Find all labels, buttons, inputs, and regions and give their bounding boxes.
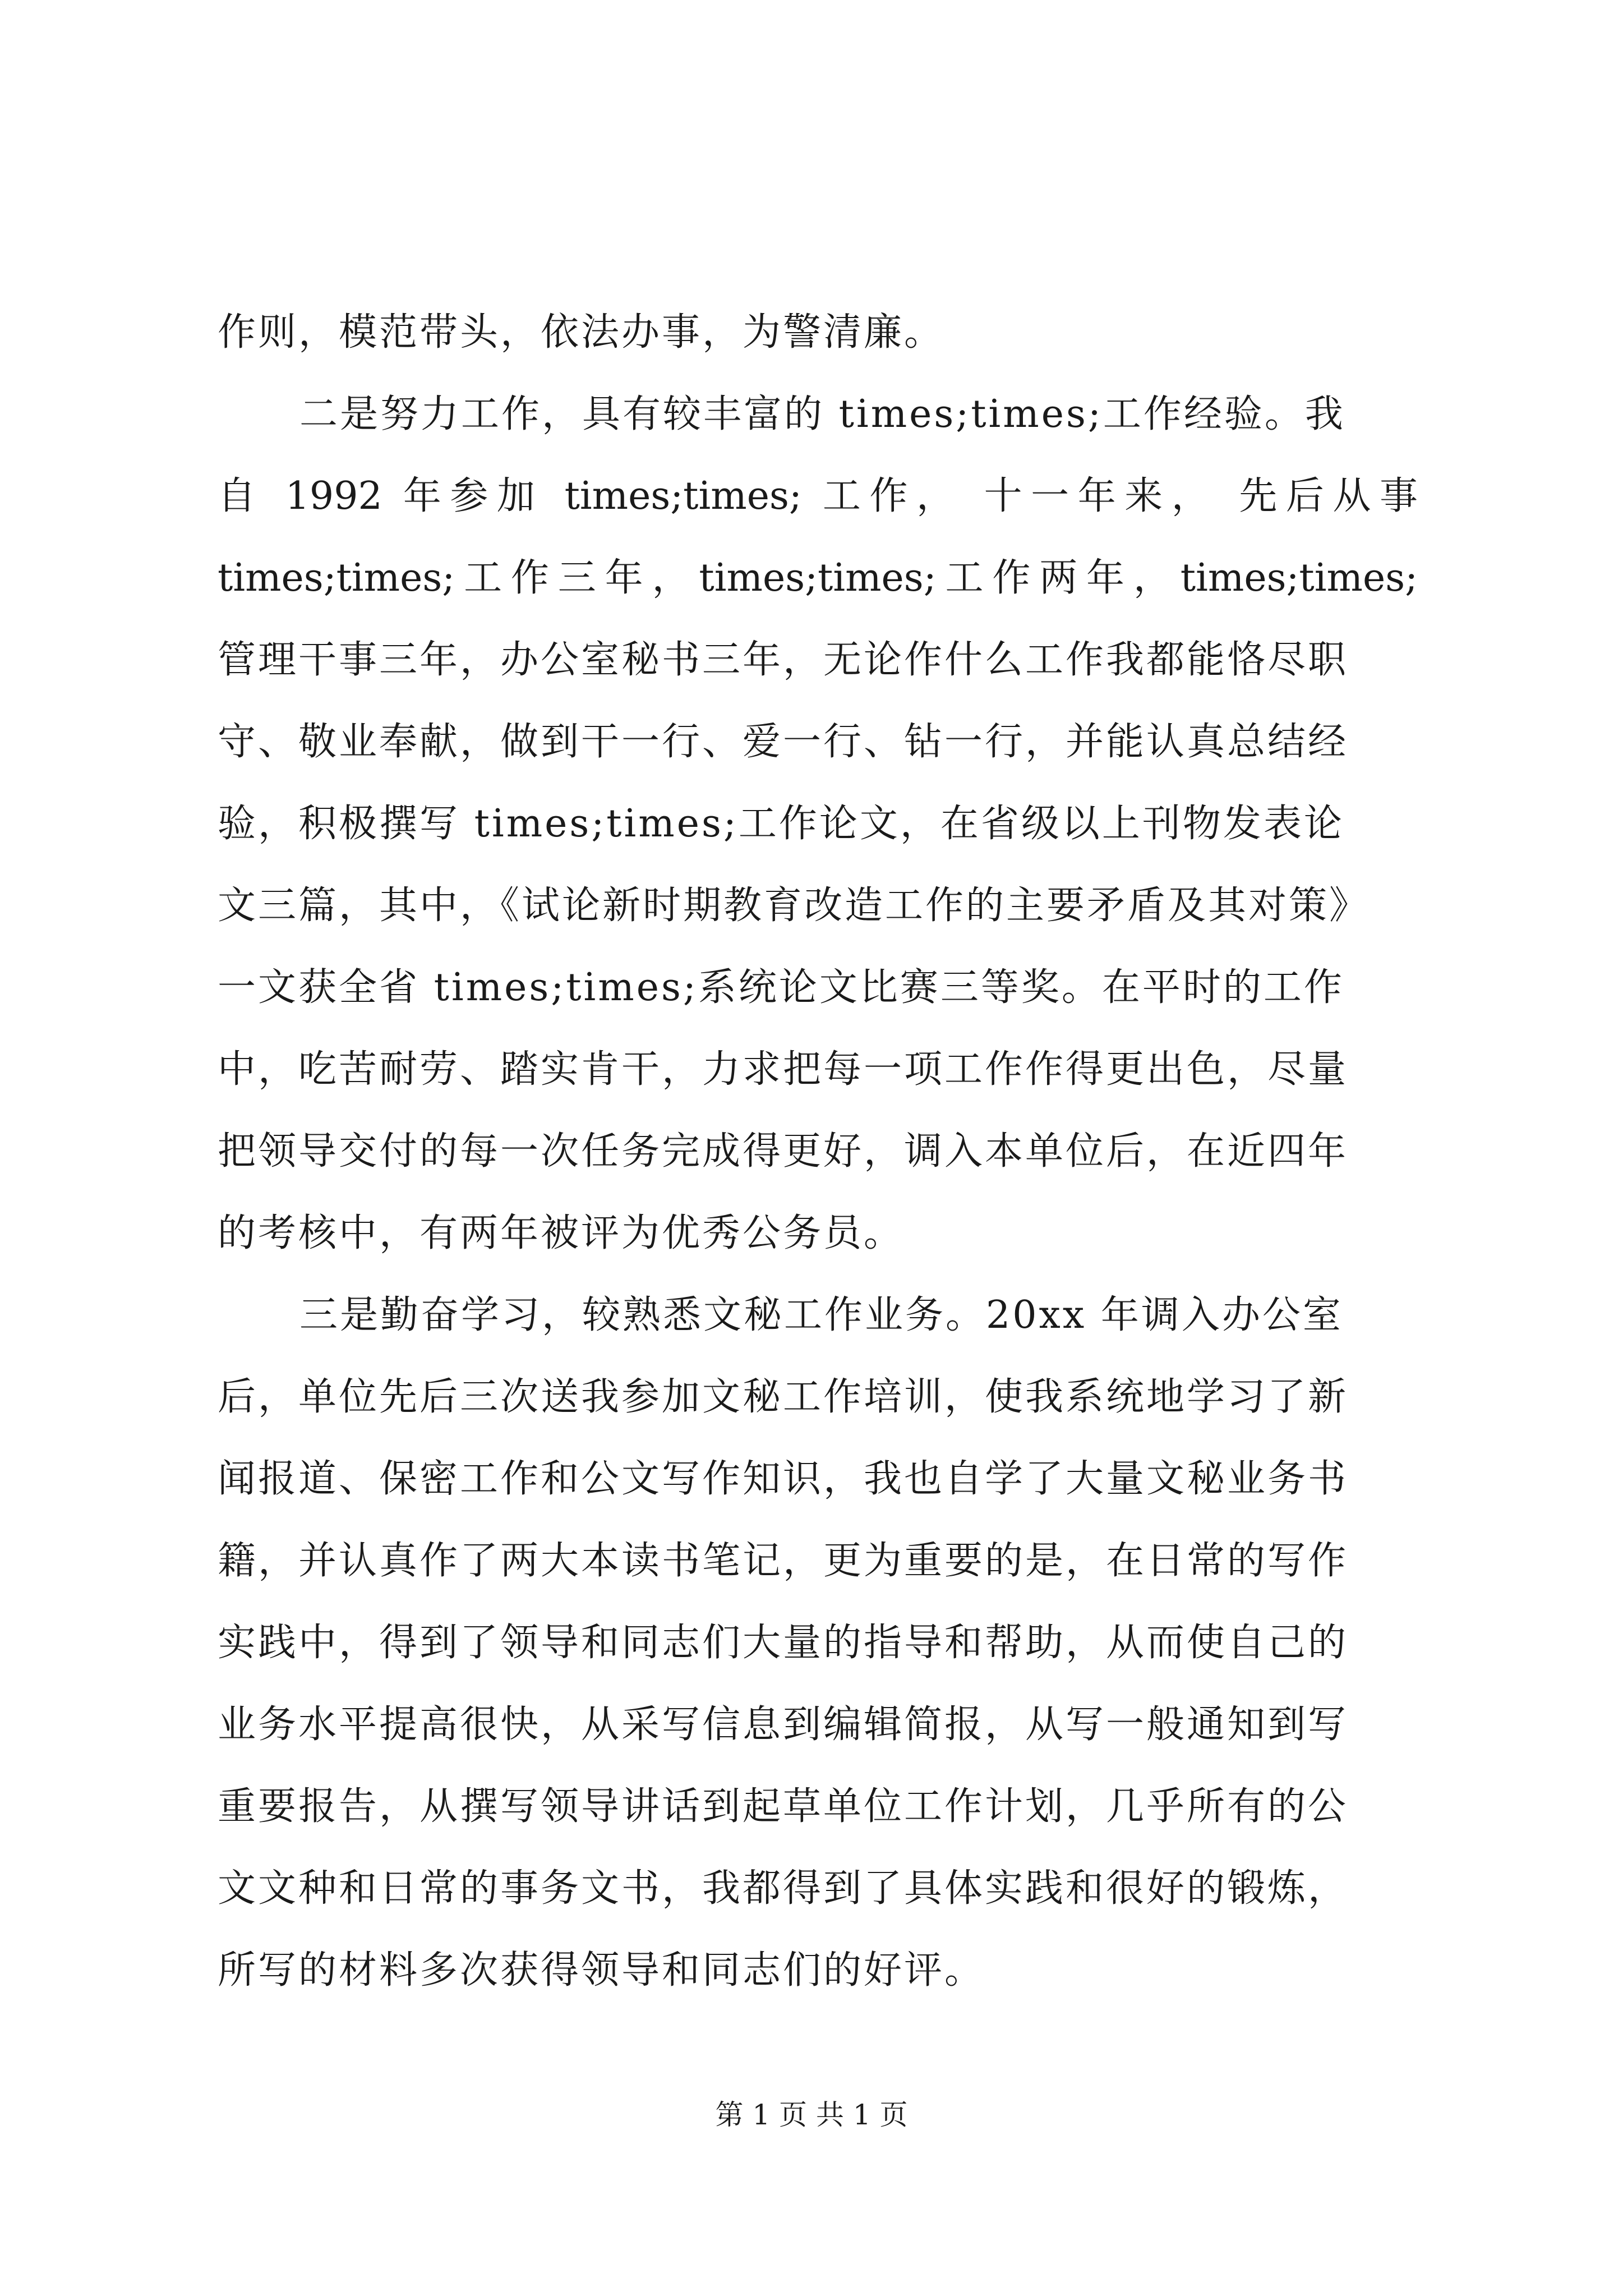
text-line: 文文种和日常的事务文书，我都得到了具体实践和很好的锻炼， xyxy=(218,1866,1349,1911)
text-line: 所写的材料多次获得领导和同志们的好评。 xyxy=(218,1948,985,1993)
text-line: 守、敬业奉献，做到干一行、爱一行、钻一行，并能认真总结经 xyxy=(218,720,1349,764)
text-line: 实践中，得到了领导和同志们大量的指导和帮助，从而使自己的 xyxy=(218,1621,1349,1665)
text-line: 验，积极撰写 times;times;工作论文，在省级以上刊物发表论 xyxy=(218,802,1344,846)
text-line: 管理干事三年，办公室秘书三年，无论作什么工作我都能恪尽职 xyxy=(218,638,1349,682)
text-line: 作则，模范带头，依法办事，为警清廉。 xyxy=(218,310,945,355)
paragraph-start-line: 三是勤奋学习，较熟悉文秘工作业务。20xx 年调入办公室 xyxy=(299,1293,1343,1337)
text-line: 籍，并认真作了两大本读书笔记，更为重要的是，在日常的写作 xyxy=(218,1539,1349,1583)
text-line: 中，吃苦耐劳、踏实肯干，力求把每一项工作作得更出色，尽量 xyxy=(218,1047,1349,1092)
text-line: 重要报告，从撰写领导讲话到起草单位工作计划，几乎所有的公 xyxy=(218,1784,1349,1829)
text-line: 业务水平提高很快，从采写信息到编辑简报，从写一般通知到写 xyxy=(218,1703,1349,1747)
text-line: 后，单位先后三次送我参加文秘工作培训，使我系统地学习了新 xyxy=(218,1375,1349,1419)
text-line: 闻报道、保密工作和公文写作知识，我也自学了大量文秘业务书 xyxy=(218,1457,1349,1501)
text-line: 自 1992 年参加 times;times; 工作， 十一年来， 先后从事 xyxy=(218,474,1418,518)
text-line: 的考核中，有两年被评为优秀公务员。 xyxy=(218,1211,905,1255)
text-line: times;times;工作三年，times;times;工作两年，times;times; xyxy=(218,556,1418,600)
text-line: 一文获全省 times;times;系统论文比赛三等奖。在平时的工作 xyxy=(218,965,1344,1010)
page-number-footer: 第 1 页 共 1 页 xyxy=(715,2099,908,2131)
text-line: 文三篇，其中，《试论新时期教育改造工作的主要矛盾及其对策》 xyxy=(218,884,1370,928)
document-body xyxy=(218,292,1418,2012)
text-line: 把领导交付的每一次任务完成得更好，调入本单位后，在近四年 xyxy=(218,1129,1349,1174)
paragraph-start-line: 二是努力工作，具有较丰富的 times;times;工作经验。我 xyxy=(299,392,1345,436)
